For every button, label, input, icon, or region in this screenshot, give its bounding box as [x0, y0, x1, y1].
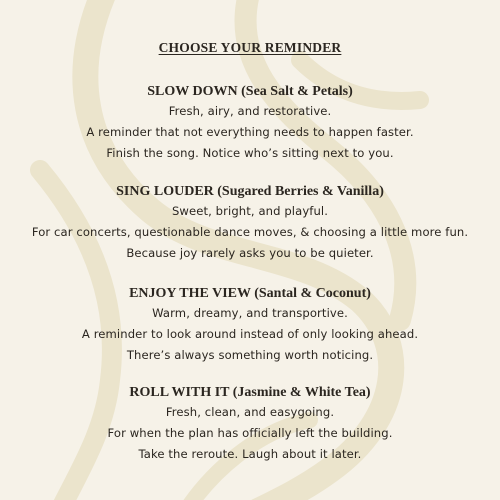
- section-title: SLOW DOWN (Sea Salt & Petals): [147, 84, 353, 99]
- section-line: Because joy rarely asks you to be quieter.: [126, 246, 374, 260]
- section-title: ENJOY THE VIEW (Santal & Coconut): [129, 286, 371, 301]
- section-line: Fresh, airy, and restorative.: [168, 104, 332, 118]
- reminder-section-sing-louder: [0, 182, 500, 264]
- section-line: Sweet, bright, and playful.: [171, 204, 329, 218]
- section-line: Warm, dreamy, and transportive.: [152, 306, 348, 320]
- section-title: ROLL WITH IT (Jasmine & White Tea): [129, 385, 371, 400]
- section-line: Finish the song. Notice who’s sitting next to you.: [106, 146, 394, 160]
- section-line: Take the reroute. Laugh about it later.: [138, 447, 362, 461]
- section-line: A reminder to look around instead of only looking ahead.: [81, 327, 419, 341]
- page-heading: CHOOSE YOUR REMINDER: [158, 40, 342, 55]
- reminder-section-slow-down: [0, 82, 500, 164]
- reminder-section-enjoy-the-view: [0, 284, 500, 366]
- section-line: A reminder that not everything needs to happen faster.: [86, 125, 414, 139]
- section-title: SING LOUDER (Sugared Berries & Vanilla): [116, 184, 384, 199]
- section-line: There’s always something worth noticing.: [126, 348, 374, 362]
- section-line: For car concerts, questionable dance moves, & choosing a little more fun.: [31, 225, 469, 239]
- reminder-section-roll-with-it: [0, 383, 500, 465]
- section-line: Fresh, clean, and easygoing.: [165, 405, 335, 419]
- section-line: For when the plan has officially left the building.: [107, 426, 393, 440]
